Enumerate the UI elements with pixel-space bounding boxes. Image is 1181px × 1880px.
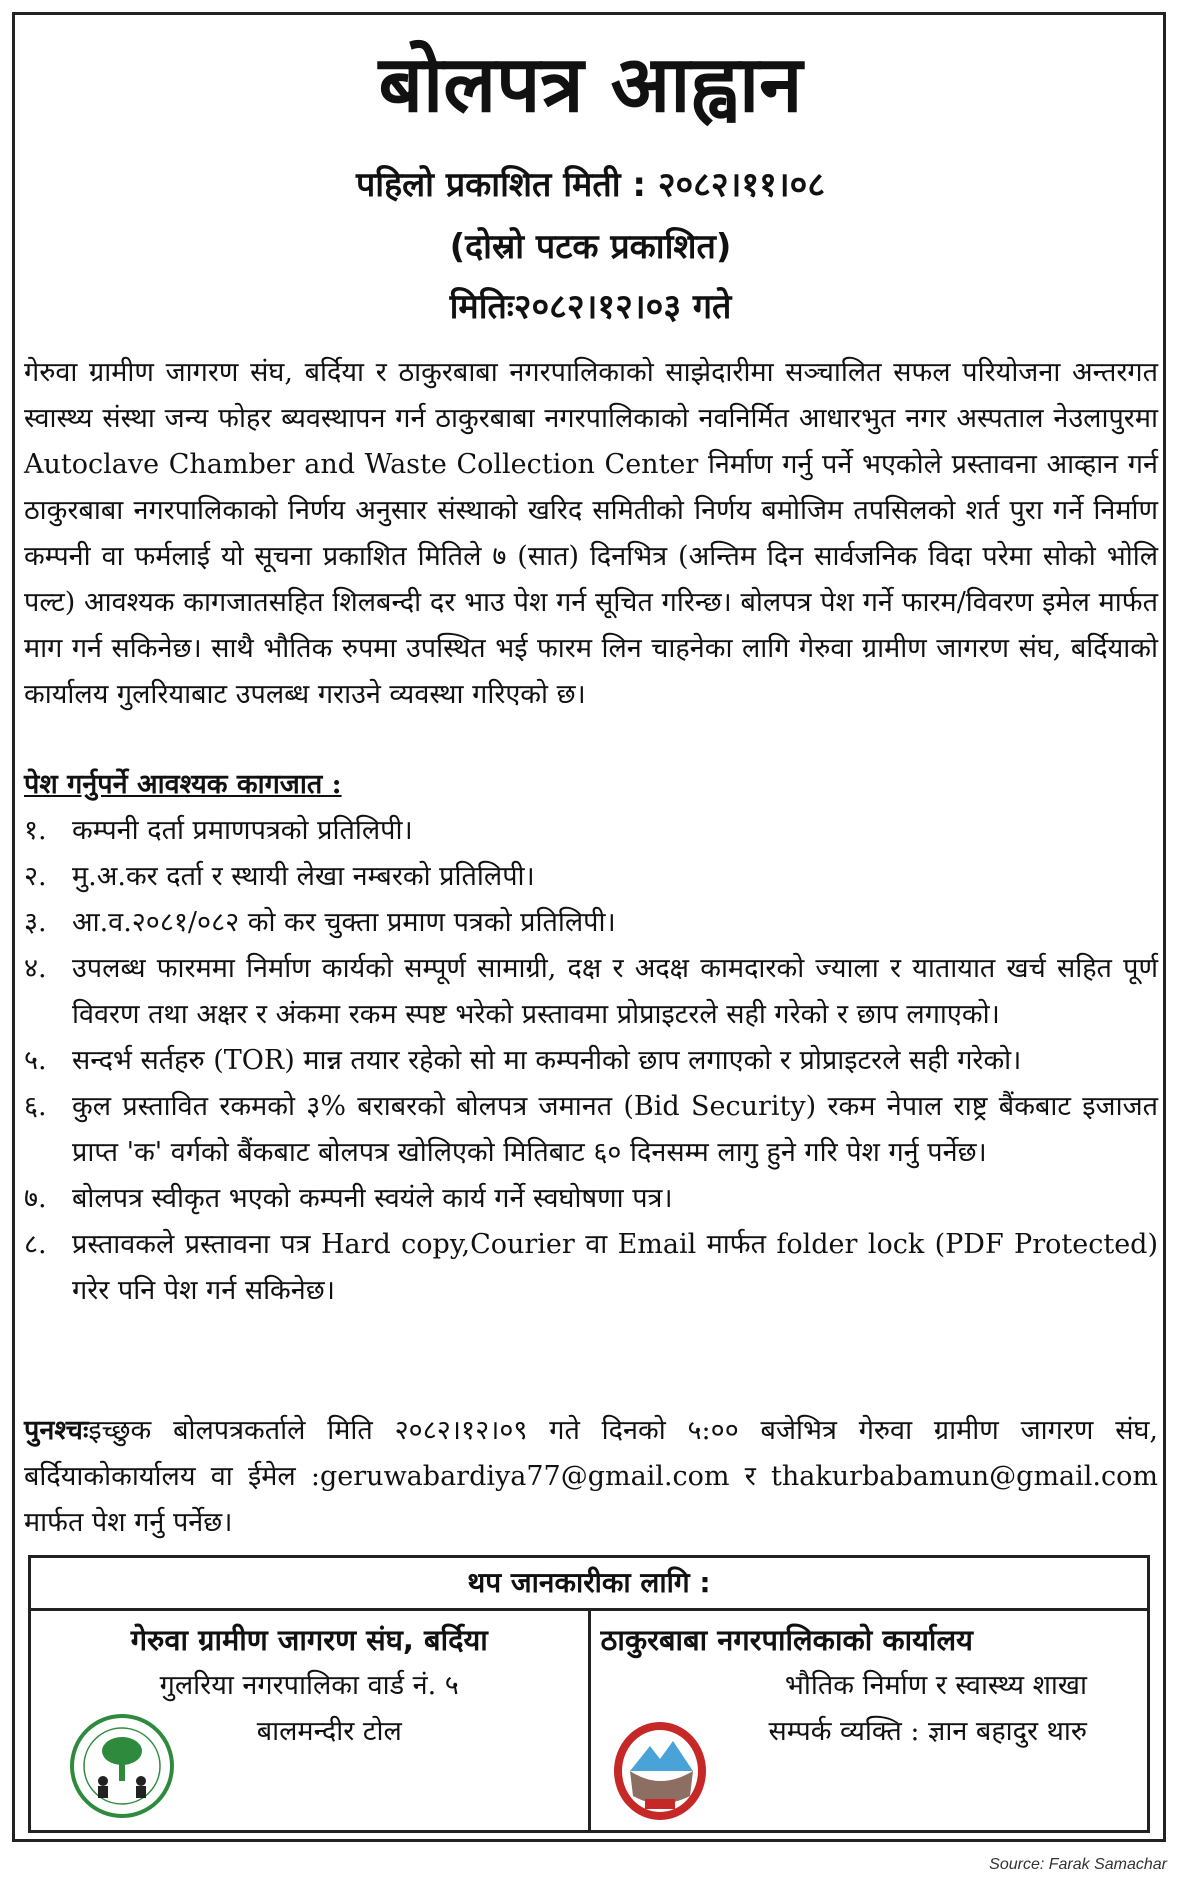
org-address: गुलरिया नगरपालिका वार्ड नं. ५ (159, 1670, 459, 1701)
list-item (24, 808, 1158, 854)
nepal-emblem-icon (605, 1711, 715, 1821)
item-number: ६. (24, 1091, 47, 1122)
geruwa-logo-icon (67, 1711, 177, 1821)
postscript-label: पुनश्चः (24, 1415, 89, 1446)
office-name: ठाकुरबाबा नगरपालिकाको कार्यालय (600, 1623, 973, 1657)
list-item (24, 1084, 1158, 1176)
list-item (24, 1176, 1158, 1222)
org-name: गेरुवा ग्रामीण जागरण संघ, बर्दिया (130, 1623, 488, 1657)
postscript-text: इच्छुक बोलपत्रकर्ताले मिति २०८२।१२।०९ गते दिनको ५:०० बजेभित्र गेरुवा ग्रामीण जागरण संघ, बर्दियाकोकार्यालय वा ईमेल :geruwabardiya77@gmail.com र thakurbabamun@gmail.com मार्फत पेश गर्नु पर्नेछ। (24, 1415, 1158, 1538)
list-item (24, 1222, 1158, 1314)
contact-right (591, 1611, 1148, 1833)
source-credit: Source: Farak Samachar (989, 1856, 1167, 1873)
contact-left (31, 1611, 591, 1833)
item-text: आ.व.२०८१/०८२ को कर चुक्ता प्रमाण पत्रको प्रतिलिपी। (72, 907, 616, 938)
contact-person: सम्पर्क व्यक्ति : ज्ञान बहादुर थारु (768, 1716, 1087, 1747)
publication-date: मितिः२०८२।१२।०३ गते (449, 287, 732, 327)
item-text: कम्पनी दर्ता प्रमाणपत्रको प्रतिलिपी। (72, 815, 413, 846)
contact-box (28, 1555, 1150, 1833)
documents-heading: पेश गर्नुपर्ने आवश्यक कागजात : (24, 769, 342, 800)
postscript (24, 1408, 1158, 1546)
notice-title: बोलपत्र आह्वान (378, 40, 803, 130)
item-number: ४. (24, 953, 47, 984)
item-text: बोलपत्र स्वीकृत भएको कम्पनी स्वयंले कार्य गर्ने स्वघोषणा पत्र। (72, 1183, 673, 1214)
item-text: मु.अ.कर दर्ता र स्थायी लेखा नम्बरको प्रतिलिपी। (72, 861, 535, 892)
item-number: ७. (24, 1183, 47, 1214)
item-number: ३. (24, 907, 47, 938)
second-publication-note: (दोस्रो पटक प्रकाशित) (449, 227, 732, 267)
item-text: कुल प्रस्तावित रकमको ३% बराबरको बोलपत्र जमानत (Bid Security) रकम नेपाल राष्ट्र बैंकबाट इजाजत प्राप्त 'क' वर्गको बैंकबाट बोलपत्र खोलिएको मितिबाट ६० दिनसम्म लागु हुने गरि पेश गर्नु पर्नेछ। (72, 1091, 1158, 1168)
list-item (24, 1038, 1158, 1084)
list-item (24, 946, 1158, 1038)
item-text: उपलब्ध फारममा निर्माण कार्यको सम्पूर्ण सामाग्री, दक्ष र अदक्ष कामदारको ज्याला र यातायात खर्च सहित पूर्ण विवरण तथा अक्षर र अंकमा रकम स्पष्ट भरेको प्रस्तावमा प्रोप्राइटरले सही गरेको र छाप लगाएको। (72, 953, 1158, 1030)
item-number: ५. (24, 1045, 47, 1076)
list-item (24, 900, 1158, 946)
office-branch: भौतिक निर्माण र स्वास्थ्य शाखा (784, 1670, 1087, 1701)
contact-heading: थप जानकारीका लागि : (31, 1558, 1147, 1611)
documents-list (24, 808, 1158, 1314)
org-tole: बालमन्दीर टोल (256, 1716, 402, 1747)
item-number: २. (24, 861, 47, 892)
item-number: ८. (24, 1229, 47, 1260)
notice-body: गेरुवा ग्रामीण जागरण संघ, बर्दिया र ठाकुरबाबा नगरपालिकाको साझेदारीमा सञ्चालित सफल परियोजना अन्तरगत स्वास्थ्य संस्था जन्य फोहर ब्यवस्थापन गर्न ठाकुरबाबा नगरपालिकाको नवनिर्मित आधारभुत नगर अस्पताल नेउलापुरमा Autoclave Chamber and Waste Collection Center निर्माण गर्नु पर्ने भएकोले प्रस्तावना आव्हान गर्न ठाकुरबाबा नगरपालिकाको निर्णय अनुसार संस्थाको खरिद समितीको निर्णय बमोजिम तपसिलको शर्त पुरा गर्ने निर्माण कम्पनी वा फर्मलाई यो सूचना प्रकाशित मितिले ७ (सात) दिनभित्र (अन्तिम दिन सार्वजनिक विदा परेमा सोको भोलि पल्ट) आवश्यक कागजातसहित शिलबन्दी दर भाउ पेश गर्न सूचित गरिन्छ। बोलपत्र पेश गर्ने फारम/विवरण इमेल मार्फत माग गर्न सकिनेछ। साथै भौतिक रुपमा उपस्थित भई फारम लिन चाहनेका लागि गेरुवा ग्रामीण जागरण संघ, बर्दियाको कार्यालय गुलरियाबाट उपलब्ध गराउने व्यवस्था गरिएको छ। (24, 357, 1158, 710)
list-item (24, 854, 1158, 900)
item-number: १. (24, 815, 47, 846)
item-text: सन्दर्भ सर्तहरु (TOR) मान्न तयार रहेको सो मा कम्पनीको छाप लगाएको र प्रोप्राइटरले सही गरेको। (72, 1045, 1022, 1076)
item-text: प्रस्तावकले प्रस्तावना पत्र Hard copy,Courier वा Email मार्फत folder lock (PDF Protected) गरेर पनि पेश गर्न सकिनेछ। (72, 1229, 1158, 1306)
first-published-date: पहिलो प्रकाशित मिती : २०८२।११।०८ (355, 165, 826, 205)
